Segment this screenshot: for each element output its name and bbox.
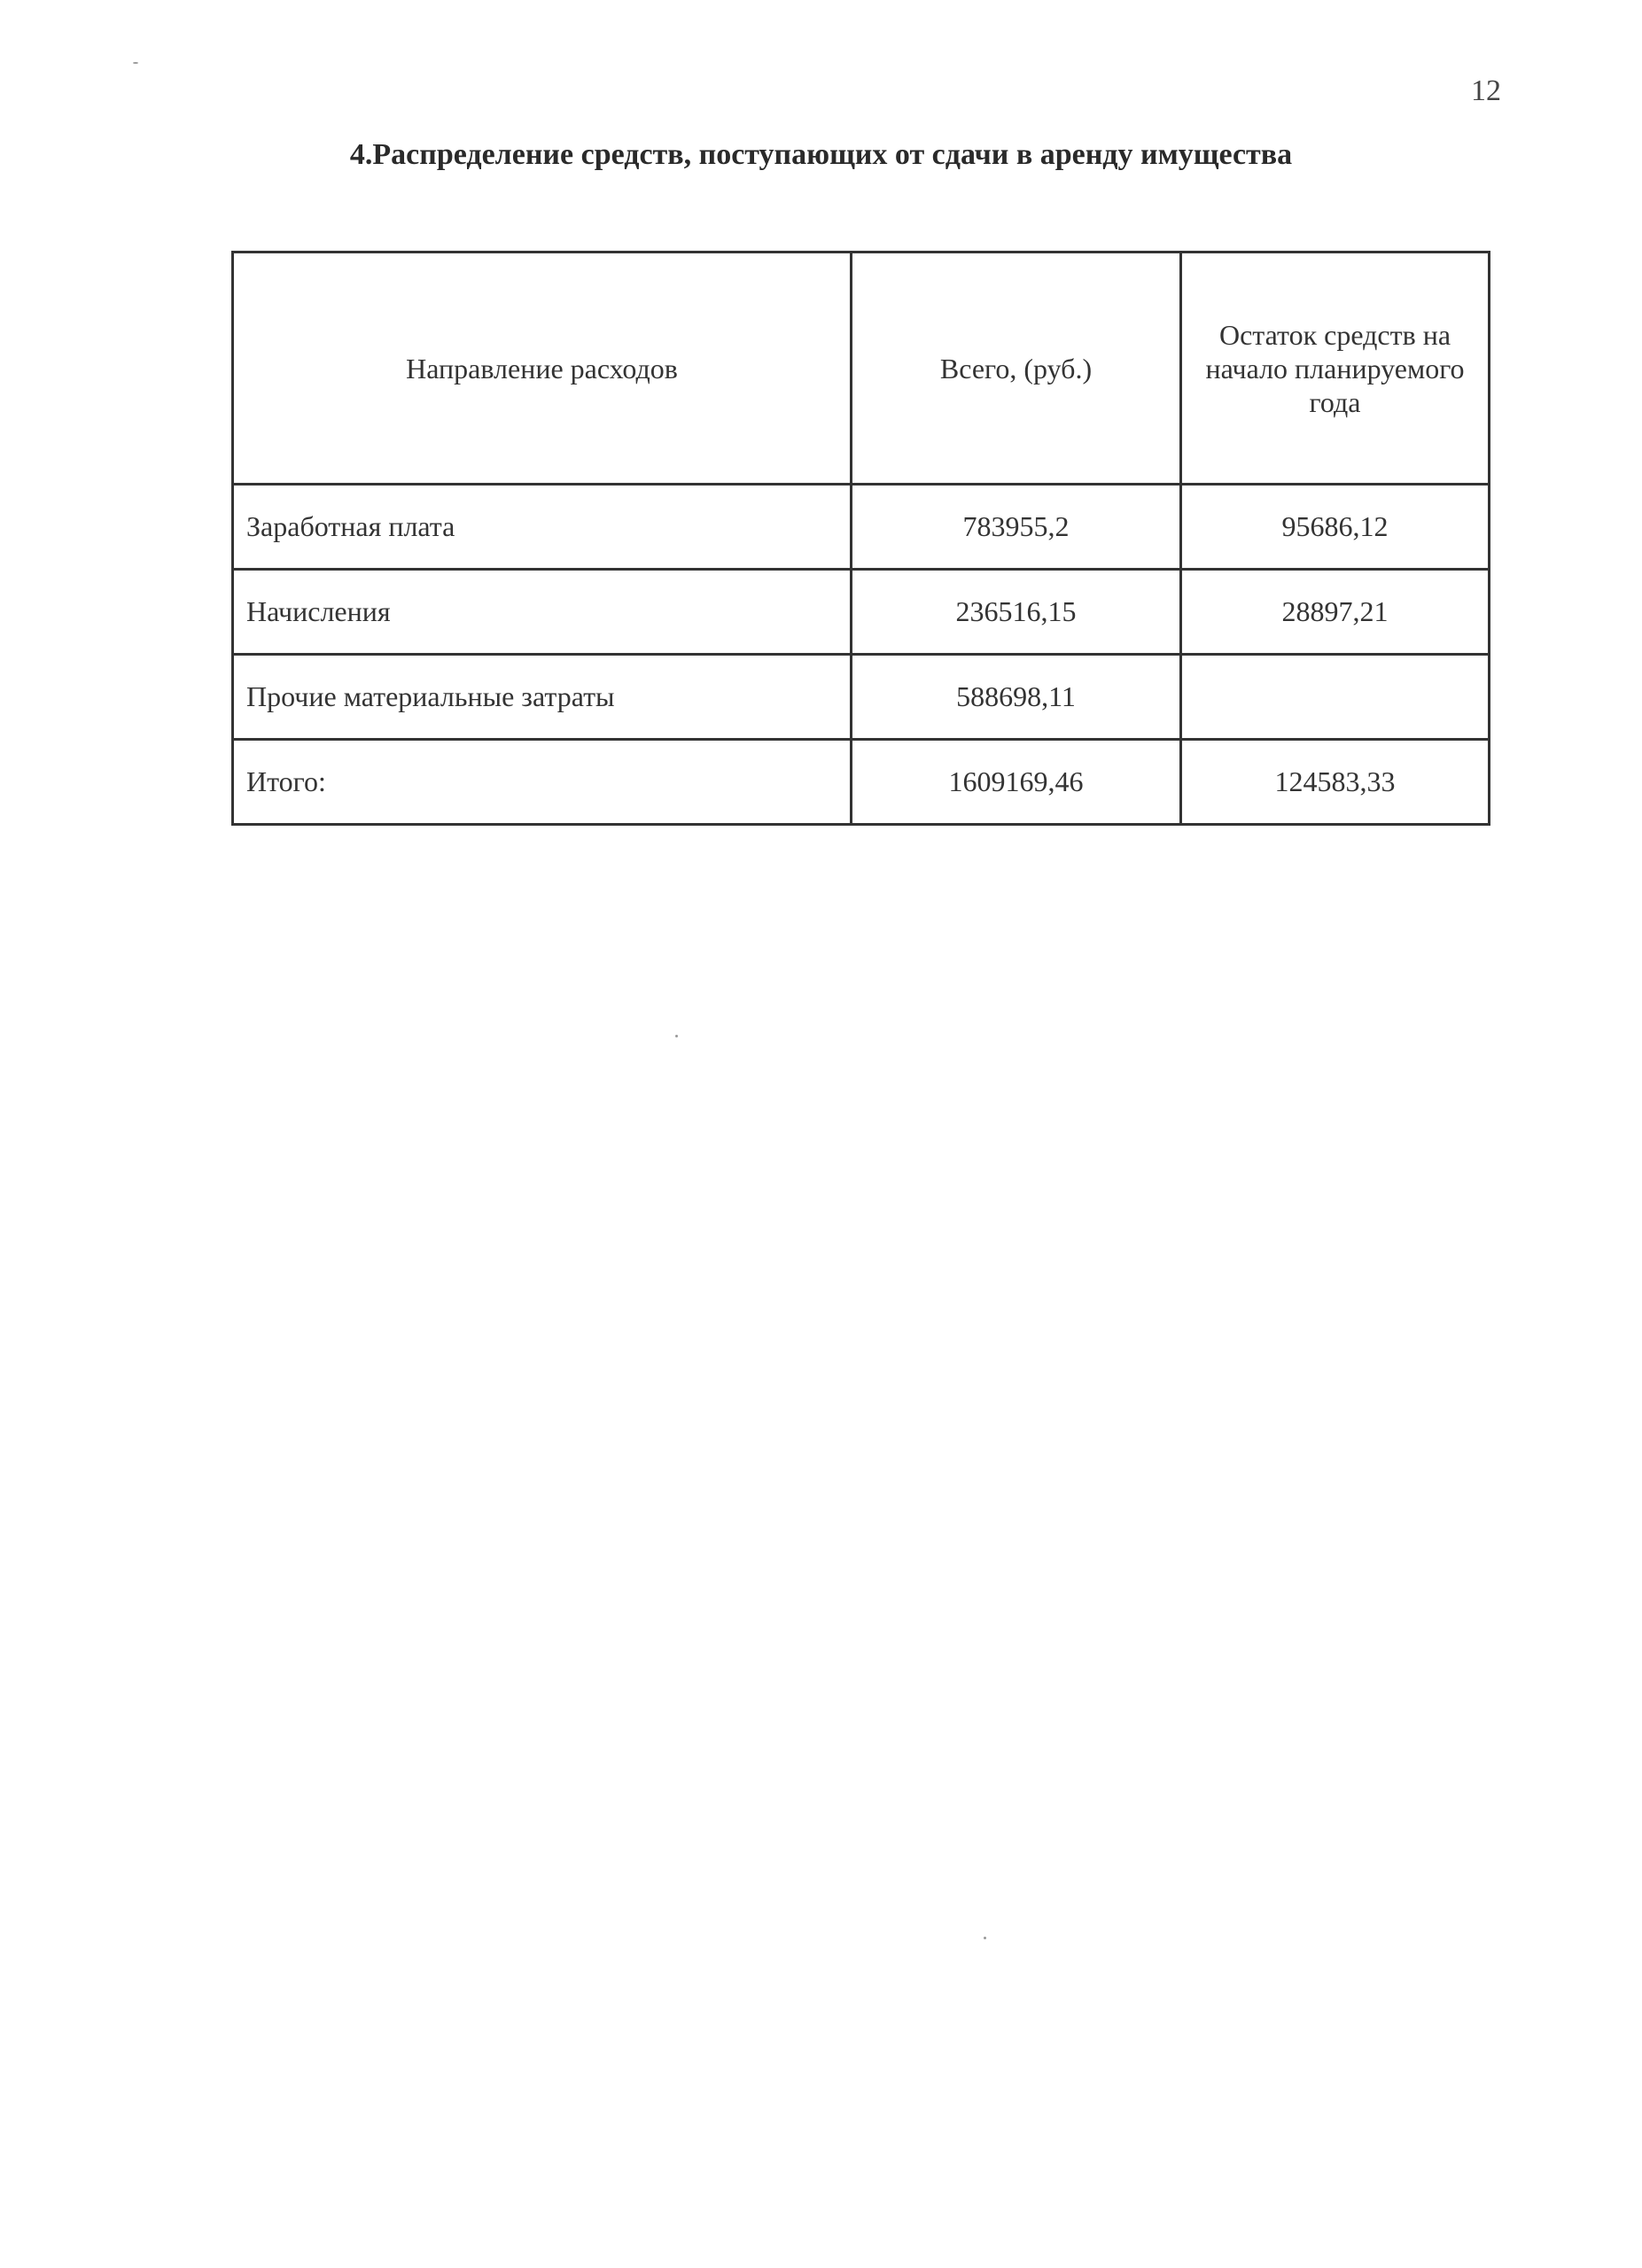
table-header-row: [233, 252, 1490, 485]
row-total: 783955,2: [852, 485, 1181, 570]
totals-remainder: 124583,33: [1181, 740, 1490, 825]
document-title: 4.Распределение средств, поступающих от сдачи в аренду имущества: [349, 138, 1293, 171]
expense-distribution-table: [231, 251, 1490, 826]
row-remainder: 28897,21: [1181, 570, 1490, 655]
table-row: [233, 655, 1490, 740]
header-expense-direction: Направление расходов: [233, 252, 852, 485]
row-total: 236516,15: [852, 570, 1181, 655]
row-label: Прочие материальные затраты: [233, 655, 852, 740]
scan-speck: [984, 1937, 986, 1939]
scan-speck: [675, 1035, 678, 1037]
table-row: [233, 570, 1490, 655]
row-remainder: 95686,12: [1181, 485, 1490, 570]
totals-total: 1609169,46: [852, 740, 1181, 825]
totals-label: Итого:: [233, 740, 852, 825]
page-number: 12: [1471, 74, 1501, 107]
totals-row: [233, 740, 1490, 825]
table-row: [233, 485, 1490, 570]
scan-speck: [133, 62, 138, 64]
header-total-rub: Всего, (руб.): [852, 252, 1181, 485]
row-total: 588698,11: [852, 655, 1181, 740]
row-remainder: [1181, 655, 1490, 740]
row-label: Начисления: [233, 570, 852, 655]
row-label: Заработная плата: [233, 485, 852, 570]
header-remainder: Остаток средств на начало планируемого года: [1181, 252, 1490, 485]
